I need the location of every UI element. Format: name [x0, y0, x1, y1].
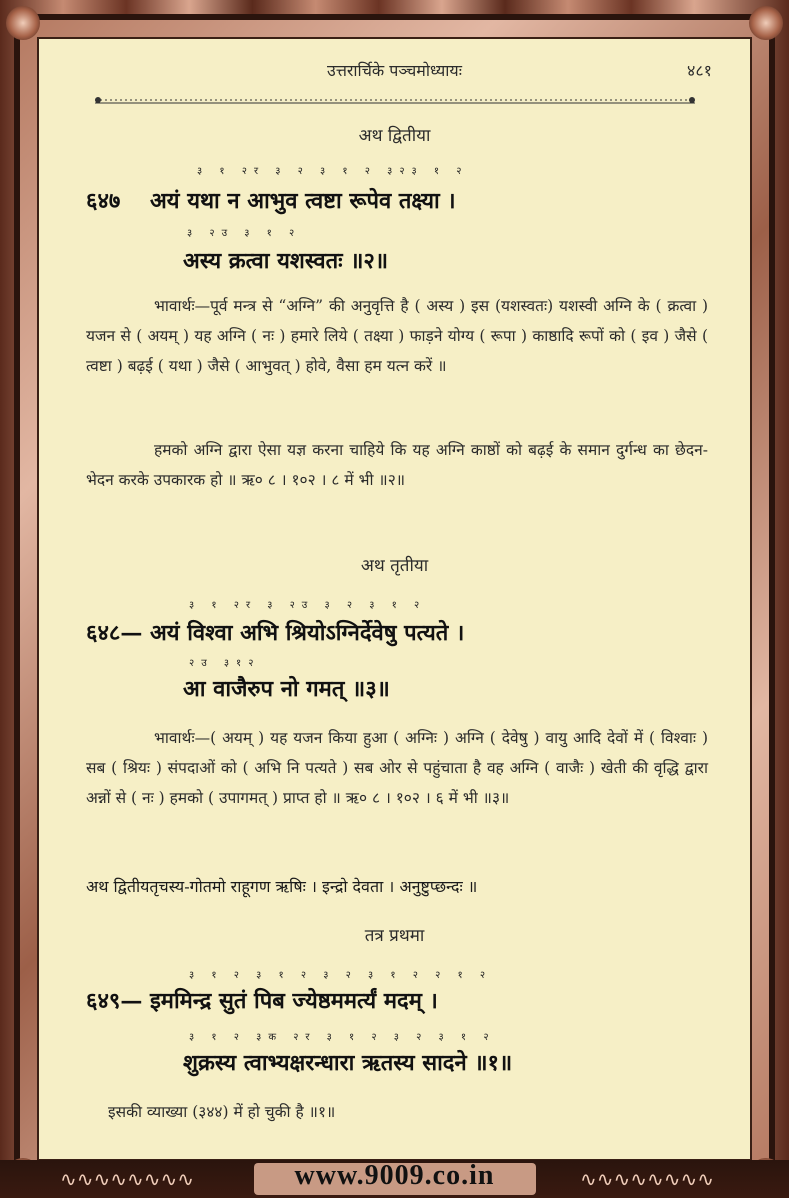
svara-marks: ३ १ २र ३ २ ३ १ २ ३२३ १ २	[197, 166, 469, 177]
page-number: ४८१	[687, 61, 712, 80]
verse-number: ६४७	[86, 188, 121, 214]
verse-text: अयं यथा न आभुव त्वष्टा रूपेव तक्ष्या ।	[150, 188, 456, 214]
verse-text: इममिन्द्र सुतं पिब ज्येष्ठममर्त्यं मदम् ।	[150, 988, 438, 1014]
bhavartha-text: भावार्थः—( अयम् ) यह यजन किया हुआ ( अग्निः ) अग्नि ( देवेषु ) वायु आदि देवों में ( विश्वाः ) सब ( श्रियः ) संपदाओं को ( अभि नि पत्यते ) सब ओर से पहुंचाता है वह अग्नि ( वाजैः ) खेती की वृद्धि द्वारा अन्नों से ( नः ) हमको ( उपागमत् ) प्राप्त हो ॥ ऋ० ८ । १०२ । ६ में भी ॥३॥	[86, 729, 708, 807]
section-heading: तत्र प्रथमा	[364, 926, 425, 946]
mantra-verse-line	[86, 185, 456, 215]
book-page	[37, 37, 752, 1161]
swirl-ornament-icon: ∿∿∿∿∿∿∿∿	[60, 1167, 195, 1191]
ornamental-rule-icon	[95, 95, 695, 105]
section-heading: अथ तृतीया	[360, 556, 429, 576]
footer-website-link[interactable]: www.9009.co.in	[294, 1160, 495, 1191]
bhavartha-paragraph	[86, 291, 708, 381]
commentary-text: हमको अग्नि द्वारा ऐसा यज्ञ करना चाहिये कि यह अग्नि काष्ठों को बढ़ई के समान दुर्गन्ध का छेदन-भेदन करके उपकारक हो ॥ ऋ० ८ । १०२ । ८ में भी ॥२॥	[86, 441, 708, 489]
verse-text: अयं विश्वा अभि श्रियोऽग्निर्देवेषु पत्यते ।	[150, 620, 465, 646]
svara-marks: २उ ३१२	[189, 658, 261, 669]
svara-marks: ३ १ २ ३ १ २ ३ २ ३ १ २ २ १ २	[189, 970, 493, 981]
rishi-devata-chanda-line: अथ द्वितीयतृचस्य-गोतमो राहूगण ऋषिः । इन्द्रो देवता । अनुष्टुप्छन्दः ॥	[86, 877, 478, 896]
commentary-text: इसकी व्याख्या (३४४) में हो चुकी है ॥१॥	[108, 1103, 336, 1121]
svara-marks: ३ १ २ ३क २र ३ १ २ ३ २ ३ १ २	[189, 1032, 496, 1043]
corner-ornament-icon	[6, 6, 40, 40]
bhavartha-paragraph	[86, 723, 708, 813]
corner-ornament-icon	[749, 6, 783, 40]
svara-marks: ३ २उ ३ १ २	[187, 228, 302, 239]
verse-number: ६४८—	[86, 620, 143, 646]
mantra-verse-line: अस्य क्रत्वा यशस्वतः ॥२॥	[183, 248, 389, 274]
swirl-ornament-icon: ∿∿∿∿∿∿∿∿	[580, 1167, 715, 1191]
mantra-verse-line: आ वाजैरुप नो गमत् ॥३॥	[183, 676, 390, 702]
mantra-verse-line	[86, 985, 438, 1015]
svara-marks: ३ १ २र ३ २उ ३ २ ३ १ २	[189, 600, 427, 611]
mantra-verse-line	[86, 617, 464, 647]
verse-number: ६४९—	[86, 988, 143, 1014]
commentary-paragraph	[86, 1097, 708, 1127]
mantra-verse-line: शुक्रस्य त्वाभ्यक्षरन्धारा ऋतस्य सादने ॥१॥	[183, 1050, 513, 1076]
bhavartha-text: भावार्थः—पूर्व मन्त्र से “अग्नि” की अनुवृत्ति है ( अस्य ) इस (यशस्वतः) यशस्वी अग्नि के ( क्रत्वा ) यजन से ( अयम् ) यह अग्नि ( नः ) हमारे लिये ( तक्ष्या ) फाड़ने योग्य ( रूपा ) काष्ठादि रूपों को ( इव ) जैसे ( त्वष्टा ) बढ़ई ( यथा ) जैसे ( आभुवत् ) होवे, वैसा हम यत्न करें ॥	[86, 297, 708, 375]
section-heading: अथ द्वितीया	[358, 126, 431, 146]
running-title: उत्तरार्चिके पञ्चमोध्यायः	[327, 61, 462, 80]
commentary-paragraph	[86, 435, 708, 495]
